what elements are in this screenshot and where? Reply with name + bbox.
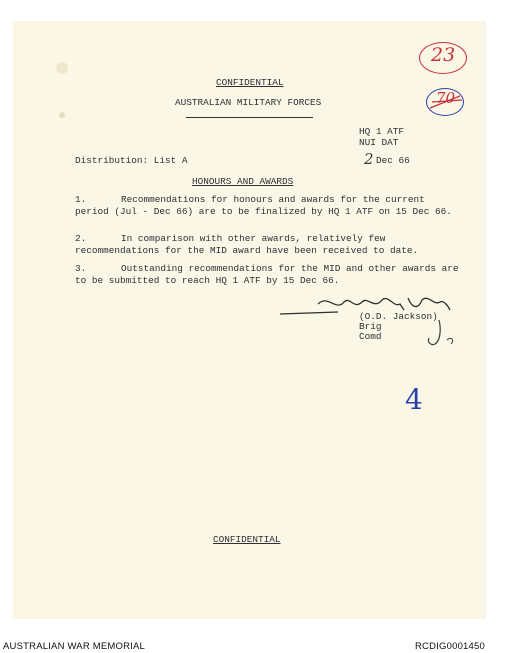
paragraph-3 — [75, 263, 460, 286]
paragraph-number: 3. — [75, 263, 87, 274]
initials-mark — [425, 318, 459, 348]
strike-through-mark — [426, 88, 466, 116]
signatory-role: Comd — [359, 331, 382, 342]
paragraph-text: Outstanding recommendations for the MID and other awards are to be submitted to reach HQ 1 ATF by 15 Dec 66. — [75, 263, 459, 286]
date-text: Dec 66 — [376, 155, 410, 166]
distribution-line: Distribution: List A — [75, 155, 188, 166]
heading-rule — [186, 117, 313, 118]
paper-mark — [59, 112, 65, 118]
paper-mark — [56, 62, 68, 74]
paragraph-2 — [75, 233, 460, 256]
hq-line-1: HQ 1 ATF — [359, 126, 405, 137]
paragraph-number: 2. — [75, 233, 87, 244]
footer-source: AUSTRALIAN WAR MEMORIAL — [3, 641, 146, 652]
folio-number: 23 — [431, 44, 456, 66]
organization-heading: AUSTRALIAN MILITARY FORCES — [175, 97, 322, 108]
classification-bottom: CONFIDENTIAL — [213, 534, 281, 545]
blue-annotation: 4 — [405, 383, 423, 416]
paragraph-number: 1. — [75, 194, 87, 205]
signatory-rank: Brig — [359, 321, 382, 332]
classification-top: CONFIDENTIAL — [216, 77, 284, 88]
struck-number: 70 — [436, 89, 456, 107]
date-day-handwritten: 2 — [364, 150, 374, 168]
paragraph-text: In comparison with other awards, relatively few recommendations for the MID award have been received to date. — [75, 233, 419, 256]
signatory-name: (O.D. Jackson) — [359, 311, 438, 322]
subject-heading: HONOURS AND AWARDS — [192, 176, 294, 187]
footer-id: RCDIG0001450 — [415, 641, 485, 652]
paragraph-1 — [75, 194, 460, 217]
hq-line-2: NUI DAT — [359, 137, 399, 148]
paragraph-text: Recommendations for honours and awards for the current period (Jul - Dec 66) are to be finalized by HQ 1 ATF on 15 Dec 66. — [75, 194, 452, 217]
